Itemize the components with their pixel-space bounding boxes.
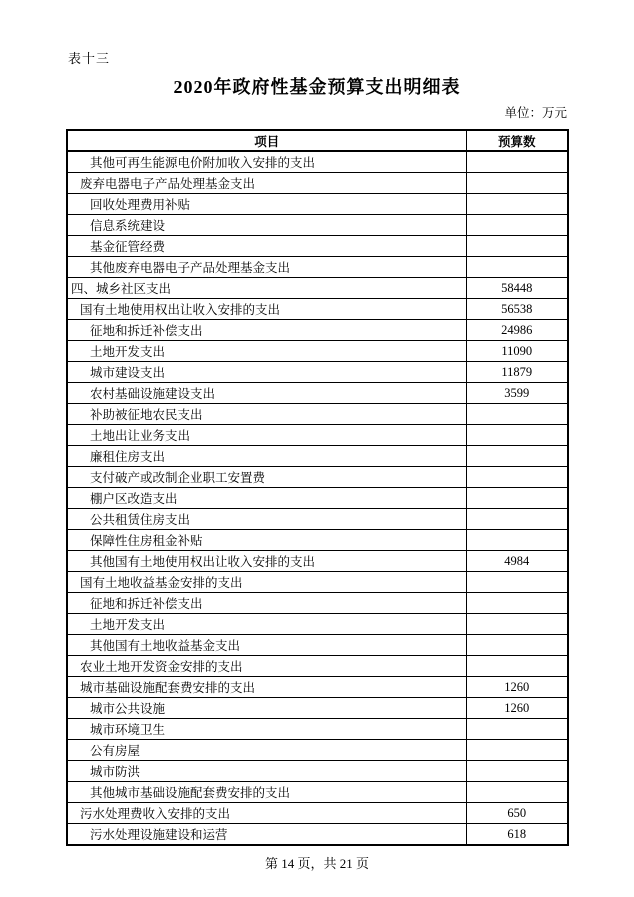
item-cell: 保障性住房租金补贴 — [67, 530, 466, 551]
table-row — [67, 236, 568, 257]
table-row — [67, 215, 568, 236]
item-cell: 土地出让业务支出 — [67, 425, 466, 446]
item-cell: 城市基础设施配套费安排的支出 — [67, 677, 466, 698]
table-row — [67, 299, 568, 320]
item-cell: 征地和拆迁补偿支出 — [67, 320, 466, 341]
item-cell: 其他可再生能源电价附加收入安排的支出 — [67, 151, 466, 173]
item-cell: 污水处理费收入安排的支出 — [67, 803, 466, 824]
item-cell: 回收处理费用补贴 — [67, 194, 466, 215]
table-row — [67, 572, 568, 593]
header-row — [67, 130, 568, 151]
value-cell — [466, 635, 568, 656]
value-cell — [466, 236, 568, 257]
page-title: 2020年政府性基金预算支出明细表 — [173, 77, 461, 97]
table-row — [67, 593, 568, 614]
value-cell — [466, 656, 568, 677]
table-row — [67, 551, 568, 572]
table-row — [67, 824, 568, 846]
item-cell: 其他国有土地使用权出让收入安排的支出 — [67, 551, 466, 572]
value-cell: 24986 — [466, 320, 568, 341]
table-row — [67, 530, 568, 551]
item-cell: 污水处理设施建设和运营 — [67, 824, 466, 846]
table-row — [67, 446, 568, 467]
table-row — [67, 404, 568, 425]
value-cell — [466, 467, 568, 488]
table-row — [67, 698, 568, 719]
value-cell — [466, 782, 568, 803]
table-row — [67, 257, 568, 278]
item-cell: 其他国有土地收益基金支出 — [67, 635, 466, 656]
column-header-item: 项目 — [67, 130, 466, 151]
table-row — [67, 719, 568, 740]
item-cell: 补助被征地农民支出 — [67, 404, 466, 425]
table-row — [67, 278, 568, 299]
budget-table-body — [67, 151, 568, 845]
value-cell: 4984 — [466, 551, 568, 572]
table-row — [67, 509, 568, 530]
item-cell: 其他废弃电器电子产品处理基金支出 — [67, 257, 466, 278]
table-row — [67, 740, 568, 761]
table-row — [67, 320, 568, 341]
item-cell: 公有房屋 — [67, 740, 466, 761]
value-cell — [466, 740, 568, 761]
table-row — [67, 173, 568, 194]
table-row — [67, 803, 568, 824]
value-cell — [466, 194, 568, 215]
table-row — [67, 488, 568, 509]
item-cell: 信息系统建设 — [67, 215, 466, 236]
table-row — [67, 383, 568, 404]
item-cell: 农业土地开发资金安排的支出 — [67, 656, 466, 677]
value-cell — [466, 761, 568, 782]
value-cell — [466, 215, 568, 236]
value-cell: 3599 — [466, 383, 568, 404]
table-row — [67, 761, 568, 782]
value-cell — [466, 151, 568, 173]
value-cell — [466, 719, 568, 740]
table-row — [67, 677, 568, 698]
value-cell — [466, 404, 568, 425]
table-row — [67, 467, 568, 488]
item-cell: 四、城乡社区支出 — [67, 278, 466, 299]
item-cell: 公共租赁住房支出 — [67, 509, 466, 530]
value-cell — [466, 530, 568, 551]
item-cell: 城市环境卫生 — [67, 719, 466, 740]
table-row — [67, 782, 568, 803]
value-cell: 11879 — [466, 362, 568, 383]
table-row — [67, 341, 568, 362]
value-cell: 1260 — [466, 698, 568, 719]
value-cell — [466, 173, 568, 194]
item-cell: 支付破产或改制企业职工安置费 — [67, 467, 466, 488]
value-cell: 1260 — [466, 677, 568, 698]
value-cell — [466, 593, 568, 614]
item-cell: 城市建设支出 — [67, 362, 466, 383]
item-cell: 城市公共设施 — [67, 698, 466, 719]
value-cell: 58448 — [466, 278, 568, 299]
item-cell: 废弃电器电子产品处理基金支出 — [67, 173, 466, 194]
table-row — [67, 614, 568, 635]
value-cell: 11090 — [466, 341, 568, 362]
unit-note: 单位：万元 — [504, 106, 567, 120]
item-cell: 棚户区改造支出 — [67, 488, 466, 509]
value-cell: 618 — [466, 824, 568, 846]
page-footer: 第 14 页，共 21 页 — [264, 856, 369, 871]
value-cell — [466, 614, 568, 635]
item-cell: 土地开发支出 — [67, 614, 466, 635]
item-cell: 土地开发支出 — [67, 341, 466, 362]
item-cell: 国有土地使用权出让收入安排的支出 — [67, 299, 466, 320]
budget-table — [66, 129, 569, 846]
budget-table-header — [67, 130, 568, 151]
column-header-budget: 预算数 — [466, 130, 568, 151]
table-number-label: 表十三 — [68, 51, 111, 66]
item-cell: 廉租住房支出 — [67, 446, 466, 467]
value-cell — [466, 446, 568, 467]
item-cell: 征地和拆迁补偿支出 — [67, 593, 466, 614]
value-cell — [466, 509, 568, 530]
table-row — [67, 362, 568, 383]
value-cell: 56538 — [466, 299, 568, 320]
item-cell: 农村基础设施建设支出 — [67, 383, 466, 404]
value-cell — [466, 425, 568, 446]
item-cell: 其他城市基础设施配套费安排的支出 — [67, 782, 466, 803]
value-cell — [466, 572, 568, 593]
item-cell: 城市防洪 — [67, 761, 466, 782]
value-cell — [466, 488, 568, 509]
item-cell: 国有土地收益基金安排的支出 — [67, 572, 466, 593]
value-cell: 650 — [466, 803, 568, 824]
table-row — [67, 425, 568, 446]
table-row — [67, 151, 568, 173]
table-row — [67, 656, 568, 677]
table-row — [67, 194, 568, 215]
table-row — [67, 635, 568, 656]
item-cell: 基金征管经费 — [67, 236, 466, 257]
value-cell — [466, 257, 568, 278]
